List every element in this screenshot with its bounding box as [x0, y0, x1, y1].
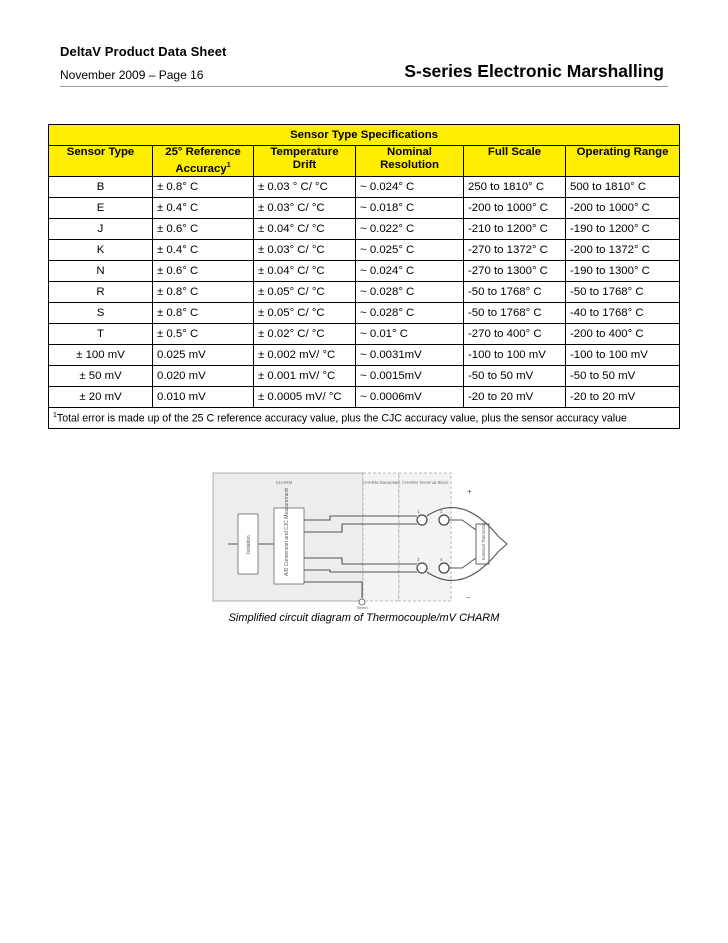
table-row — [49, 281, 680, 302]
ad-conversion-label: A/D Conversion and CJC Measurement — [284, 488, 290, 576]
table-cell: -210 to 1200° C — [464, 218, 566, 239]
table-cell: -200 to 1000° C — [464, 197, 566, 218]
terminal-1 — [417, 515, 427, 525]
header-rule — [60, 86, 668, 87]
table-cell: J — [49, 218, 153, 239]
table-cell: ± 0.5° C — [153, 323, 254, 344]
footnote-marker: 1 — [226, 162, 231, 169]
terminal-1-label: 1 — [417, 509, 420, 514]
table-cell: T — [49, 323, 153, 344]
charm-label: CHARM — [275, 480, 293, 485]
table-row — [49, 197, 680, 218]
table-title-row — [49, 125, 680, 146]
table-cell: ± 0.04° C/ °C — [254, 218, 356, 239]
table-cell: -50 to 50 mV — [566, 365, 680, 386]
terminal-4 — [439, 563, 449, 573]
table-cell: 0.010 mV — [153, 386, 254, 407]
column-header: Nominal Resolution — [356, 146, 464, 177]
column-header: Full Scale — [464, 146, 566, 177]
external-thermistor-label: External Thermistor — [481, 522, 486, 560]
baseplate-label: CHARM Baseplate — [362, 480, 400, 485]
table-cell: ± 0.8° C — [153, 176, 254, 197]
table-cell: ± 0.04° C/ °C — [254, 260, 356, 281]
table-cell: -100 to 100 mV — [566, 344, 680, 365]
table-cell: ~ 0.022° C — [356, 218, 464, 239]
terminal-4-label: 4 — [440, 557, 443, 562]
table-cell: -190 to 1200° C — [566, 218, 680, 239]
table-cell: -100 to 100 mV — [464, 344, 566, 365]
column-header-text: 25° Reference Accuracy — [165, 146, 241, 175]
terminal-2 — [439, 515, 449, 525]
table-cell: 0.020 mV — [153, 365, 254, 386]
terminal-2-label: 2 — [440, 509, 443, 514]
footnote-marker: 1 — [53, 411, 57, 419]
table-footnote — [49, 407, 680, 428]
table-row — [49, 218, 680, 239]
table-cell: -50 to 1768° C — [464, 302, 566, 323]
terminal-3 — [417, 563, 427, 573]
table-row — [49, 386, 680, 407]
page-header — [60, 44, 668, 85]
thermocouple-junction — [498, 536, 507, 552]
table-cell: ± 0.8° C — [153, 281, 254, 302]
table-row — [49, 239, 680, 260]
minus-sign: − — [466, 593, 471, 602]
table-row — [49, 344, 680, 365]
table-cell: ± 0.05° C/ °C — [254, 302, 356, 323]
table-row — [49, 260, 680, 281]
table-cell: ± 0.6° C — [153, 260, 254, 281]
diagram-caption: Simplified circuit diagram of Thermocouple/mV CHARM — [228, 612, 500, 624]
section-title: S-series Electronic Marshalling — [404, 61, 664, 81]
table-cell: -40 to 1768° C — [566, 302, 680, 323]
table-cell: 250 to 1810° C — [464, 176, 566, 197]
table-cell: ± 20 mV — [49, 386, 153, 407]
column-header: Sensor Type — [49, 146, 153, 177]
table-cell: ± 50 mV — [49, 365, 153, 386]
table-cell: ± 0.03 ° C/ °C — [254, 176, 356, 197]
document-title: DeltaV Product Data Sheet — [60, 44, 227, 59]
table-cell: ~ 0.028° C — [356, 281, 464, 302]
terminal-block-panel — [399, 473, 451, 601]
table-cell: -190 to 1300° C — [566, 260, 680, 281]
table-cell: E — [49, 197, 153, 218]
table-title: Sensor Type Specifications — [49, 125, 680, 146]
table-cell: ~ 0.024° C — [356, 260, 464, 281]
table-cell: ± 0.4° C — [153, 239, 254, 260]
table-cell: -270 to 1372° C — [464, 239, 566, 260]
table-cell: -200 to 1000° C — [566, 197, 680, 218]
table-cell: -200 to 1372° C — [566, 239, 680, 260]
column-header: Temperature Drift — [254, 146, 356, 177]
circuit-diagram — [212, 472, 512, 610]
table-cell: N — [49, 260, 153, 281]
document-date-page: November 2009 – Page 16 — [60, 68, 204, 82]
table-cell: -20 to 20 mV — [566, 386, 680, 407]
table-row — [49, 365, 680, 386]
table-cell: ± 0.6° C — [153, 218, 254, 239]
table-row — [49, 302, 680, 323]
table-cell: ~ 0.0006mV — [356, 386, 464, 407]
table-cell: ~ 0.028° C — [356, 302, 464, 323]
table-cell: ± 100 mV — [49, 344, 153, 365]
table-cell: ± 0.03° C/ °C — [254, 239, 356, 260]
baseplate-panel — [363, 473, 399, 601]
terminal-3-label: 3 — [417, 557, 420, 562]
table-cell: ± 0.002 mV/ °C — [254, 344, 356, 365]
table-cell: ~ 0.01° C — [356, 323, 464, 344]
isolation-label: Isolation — [246, 535, 252, 554]
terminal-block-label: CHARM Terminal Block — [401, 480, 449, 485]
table-cell: S — [49, 302, 153, 323]
table-cell: -270 to 400° C — [464, 323, 566, 344]
table-cell: -20 to 20 mV — [464, 386, 566, 407]
table-cell: -50 to 1768° C — [566, 281, 680, 302]
table-cell: B — [49, 176, 153, 197]
shield-label: Shield — [356, 605, 368, 610]
table-cell: -200 to 400° C — [566, 323, 680, 344]
table-cell: -50 to 50 mV — [464, 365, 566, 386]
table-header-row — [49, 146, 680, 177]
table-cell: ± 0.4° C — [153, 197, 254, 218]
header-subrow — [60, 61, 668, 85]
plus-sign: + — [467, 487, 472, 496]
table-cell: 0.025 mV — [153, 344, 254, 365]
table-row — [49, 176, 680, 197]
table-row — [49, 323, 680, 344]
table-cell: ± 0.03° C/ °C — [254, 197, 356, 218]
table-cell: ~ 0.0031mV — [356, 344, 464, 365]
table-cell: -270 to 1300° C — [464, 260, 566, 281]
table-cell: ~ 0.024° C — [356, 176, 464, 197]
table-cell: -50 to 1768° C — [464, 281, 566, 302]
sensor-spec-table — [48, 124, 680, 429]
table-cell: ~ 0.018° C — [356, 197, 464, 218]
table-cell: ± 0.0005 mV/ °C — [254, 386, 356, 407]
table-cell: R — [49, 281, 153, 302]
column-header: Operating Range — [566, 146, 680, 177]
footnote-text: Total error is made up of the 25 C reference accuracy value, plus the CJC accuracy value, plus the sensor accuracy value — [56, 412, 627, 425]
thermistor-wire-bottom — [449, 558, 476, 568]
table-body — [49, 176, 680, 407]
table-cell: ± 0.001 mV/ °C — [254, 365, 356, 386]
table-cell: ± 0.02° C/ °C — [254, 323, 356, 344]
table-cell: ~ 0.025° C — [356, 239, 464, 260]
table-cell: 500 to 1810° C — [566, 176, 680, 197]
table-cell: K — [49, 239, 153, 260]
table-cell: ~ 0.0015mV — [356, 365, 464, 386]
thermistor-wire-top — [449, 520, 476, 530]
table-cell: ± 0.05° C/ °C — [254, 281, 356, 302]
column-header — [153, 146, 254, 177]
table-footnote-row — [49, 407, 680, 428]
table-cell: ± 0.8° C — [153, 302, 254, 323]
